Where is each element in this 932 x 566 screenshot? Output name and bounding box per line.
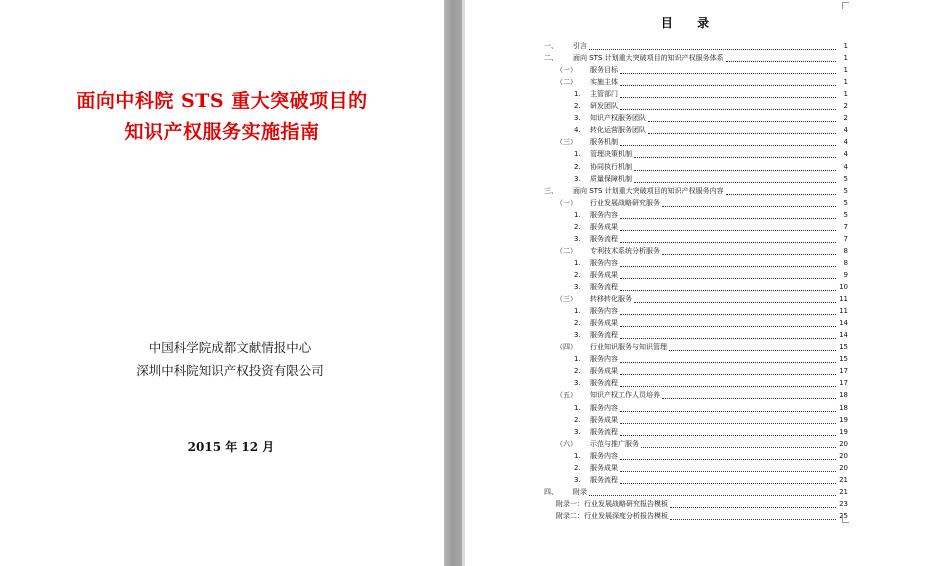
toc-entry-page: 18 <box>839 391 848 400</box>
toc-entry-text: 服务内容 <box>590 210 618 219</box>
toc-entry-text: 面向 STS 计划重大突破项目的知识产权服务内容 <box>573 186 724 195</box>
toc-entry[interactable] <box>465 329 848 341</box>
toc-entry-number: 3. <box>574 475 581 484</box>
toc-entry-leader <box>641 447 836 448</box>
toc-entry-text: 引言 <box>573 42 587 50</box>
toc-entry[interactable] <box>465 353 848 365</box>
toc-entry-page: 1 <box>843 54 848 63</box>
toc-entry-text: 服务内容 <box>590 258 618 267</box>
toc-entry-leader <box>620 230 836 231</box>
toc-entry-number: 2. <box>574 367 581 376</box>
toc-entry[interactable] <box>465 88 848 100</box>
toc-entry-leader <box>634 170 836 171</box>
toc-entry[interactable] <box>465 124 848 136</box>
toc-entry[interactable] <box>465 389 848 401</box>
toc-entry-number: 4. <box>574 126 581 135</box>
toc-entry-page: 2 <box>843 114 848 123</box>
toc-entry[interactable] <box>465 365 848 377</box>
toc-entry-number: 四、 <box>544 487 558 496</box>
toc-entry[interactable] <box>465 209 848 221</box>
toc-entry-leader <box>620 145 836 146</box>
toc-entry-leader <box>620 109 836 110</box>
toc-entry-leader <box>648 133 836 134</box>
toc-entry-number: 2. <box>574 270 581 279</box>
toc-entry[interactable] <box>465 100 848 112</box>
toc-entry-text: 服务成果 <box>590 367 618 376</box>
toc-entry-leader <box>620 411 836 412</box>
toc-entry[interactable] <box>465 233 848 245</box>
toc-entry-leader <box>620 435 836 436</box>
toc-entry[interactable] <box>465 148 848 160</box>
toc-entry-text: 附录一：行业发展战略研究报告模板 <box>556 499 668 508</box>
toc-entry-number: 3. <box>574 234 581 243</box>
toc-entry-number: 1. <box>574 90 581 99</box>
toc-entry-page: 9 <box>843 270 848 279</box>
toc-entry-leader <box>589 49 836 50</box>
toc-entry-number: 一、 <box>544 42 558 50</box>
toc-entry-number: 2. <box>574 162 581 171</box>
toc-entry-number: 2. <box>574 463 581 472</box>
toc-entry-text: 服务目标 <box>590 66 618 75</box>
toc-entry[interactable] <box>465 317 848 329</box>
toc-entry-leader <box>620 362 836 363</box>
toc-entry-number: 1. <box>574 307 581 316</box>
toc-entry-page: 25 <box>839 511 848 520</box>
toc-entry-page: 1 <box>843 66 848 75</box>
toc-entry-text: 面向 STS 计划重大突破项目的知识产权服务体系 <box>573 54 724 63</box>
toc-entry-text: 专利技术系统分析服务 <box>590 246 660 255</box>
toc-entry-page: 15 <box>839 355 848 364</box>
toc-entry[interactable] <box>465 341 848 353</box>
toc-entry-number: （五） <box>556 391 577 400</box>
toc-entry[interactable] <box>465 305 848 317</box>
toc-entry-page: 4 <box>843 162 848 171</box>
toc-entry-leader <box>670 519 836 520</box>
toc-entry-page: 5 <box>843 210 848 219</box>
toc-entry-page: 5 <box>843 186 848 195</box>
toc-entry-leader <box>620 338 836 339</box>
toc-entry-number: （三） <box>556 295 577 304</box>
toc-entry-number: 1. <box>574 451 581 460</box>
toc-entry[interactable] <box>465 76 848 88</box>
toc-entry-leader <box>620 266 836 267</box>
toc-entry-text: 服务成果 <box>590 463 618 472</box>
toc-entry-text: 附录二：行业发展深度分析报告模板 <box>556 511 668 520</box>
cover-title-line2: 知识产权服务实施指南 <box>124 121 320 143</box>
toc-entry-text: 服务内容 <box>590 451 618 460</box>
toc-entry-number: 1. <box>574 403 581 412</box>
toc-entry-number: （二） <box>556 246 577 255</box>
toc-entry[interactable] <box>465 136 848 148</box>
toc-entry-text: 转移转化服务 <box>590 295 632 304</box>
toc-entry-text: 服务成果 <box>590 319 618 328</box>
toc-entry-page: 4 <box>843 150 848 159</box>
toc-entry-number: 3. <box>574 114 581 123</box>
toc-entry-page: 15 <box>839 343 848 352</box>
toc-entry-text: 实施主体 <box>590 78 618 87</box>
toc-entry-text: 服务内容 <box>590 403 618 412</box>
toc-entry[interactable] <box>465 221 848 233</box>
toc-entry-leader <box>662 254 836 255</box>
toc-entry[interactable] <box>465 173 848 185</box>
toc-entry-page: 21 <box>839 475 848 484</box>
toc-entry-leader <box>620 242 836 243</box>
toc-entry-leader <box>726 61 836 62</box>
toc-entry[interactable] <box>465 64 848 76</box>
toc-entry-text: 服务机制 <box>590 138 618 147</box>
toc-entry-leader <box>589 495 836 496</box>
toc-entry-text: 服务成果 <box>590 222 618 231</box>
toc-entry-text: 研发团队 <box>590 102 618 111</box>
toc-entry[interactable] <box>465 281 848 293</box>
toc-entry-text: 转化运营服务团队 <box>590 126 646 135</box>
toc-entry[interactable] <box>465 510 848 522</box>
toc-entry-page: 1 <box>843 78 848 87</box>
toc-entry[interactable] <box>465 40 848 52</box>
toc-entry-page: 21 <box>839 487 848 496</box>
toc-entry-text: 服务内容 <box>590 307 618 316</box>
toc-entry-leader <box>620 423 836 424</box>
toc-entry-leader <box>620 278 836 279</box>
toc-entry[interactable] <box>465 377 848 389</box>
toc-entry-number: 1. <box>574 210 581 219</box>
toc-entry-leader <box>620 218 836 219</box>
toc-entry-text: 主管部门 <box>590 90 618 99</box>
toc-entry-text: 行业知识服务与知识管理 <box>590 343 667 352</box>
toc-page <box>465 0 932 566</box>
toc-entry[interactable] <box>465 462 848 474</box>
toc-entry-leader <box>620 326 836 327</box>
toc-entry-number: （一） <box>556 66 577 75</box>
toc-entry-text: 附录 <box>573 487 587 496</box>
toc-entry-page: 7 <box>843 234 848 243</box>
toc-entry[interactable] <box>465 161 848 173</box>
toc-entry[interactable] <box>465 438 848 450</box>
toc-entry-page: 8 <box>843 246 848 255</box>
toc-entry-number: 三、 <box>544 186 558 195</box>
toc-entry-leader <box>620 314 836 315</box>
toc-entry-leader <box>634 302 836 303</box>
toc-entry-page: 1 <box>843 90 848 99</box>
toc-entry-leader <box>634 182 836 183</box>
toc-entry-text: 知识产权服务团队 <box>590 114 646 123</box>
toc-entry[interactable] <box>465 112 848 124</box>
toc-entry-number: 2. <box>574 102 581 111</box>
toc-entry-page: 20 <box>839 451 848 460</box>
toc-entry-leader <box>670 507 836 508</box>
toc-entry-page: 20 <box>839 439 848 448</box>
toc-entry[interactable] <box>465 414 848 426</box>
toc-entry[interactable] <box>465 426 848 438</box>
toc-entry-text: 管理决策机制 <box>590 150 632 159</box>
toc-entry-number: （一） <box>556 198 577 207</box>
toc-entry[interactable] <box>465 257 848 269</box>
toc-entry-page: 5 <box>843 198 848 207</box>
toc-entry-leader <box>620 374 836 375</box>
toc-entry-number: 3. <box>574 174 581 183</box>
toc-entry-page: 19 <box>839 415 848 424</box>
toc-entry-page: 10 <box>839 283 848 291</box>
toc-entry-page: 14 <box>839 331 848 340</box>
toc-entry[interactable] <box>465 52 848 64</box>
toc-entry-leader <box>662 398 836 399</box>
toc-entry-number: 二、 <box>544 54 558 63</box>
toc-entry-text: 知识产权工作人员培养 <box>590 391 660 400</box>
toc-entry-leader <box>620 290 836 291</box>
toc-entry-number: 2. <box>574 415 581 424</box>
toc-entry-number: 3. <box>574 379 581 388</box>
toc-entry-page: 2 <box>843 102 848 111</box>
toc-entry-page: 20 <box>839 463 848 472</box>
cover-date: 2015 年 12 月 <box>187 440 275 454</box>
toc-entry[interactable] <box>465 450 848 462</box>
toc-entry-number: 3. <box>574 427 581 436</box>
toc-entry-leader <box>620 483 836 484</box>
toc-entry-page: 5 <box>843 174 848 183</box>
cover-page <box>0 0 445 566</box>
toc-entry-page: 1 <box>843 42 848 50</box>
toc-entry-text: 协同执行机制 <box>590 162 632 171</box>
toc-entry-text: 服务流程 <box>590 283 618 291</box>
toc-entry-text: 服务流程 <box>590 234 618 243</box>
cover-title-line1: 面向中科院 STS 重大突破项目的 <box>76 90 368 112</box>
toc-entry-leader <box>620 471 836 472</box>
toc-entry-leader <box>620 85 836 86</box>
toc-entry-leader <box>662 206 836 207</box>
toc-entry-number: （三） <box>556 138 577 147</box>
toc-entry-page: 23 <box>839 499 848 508</box>
toc-entry-page: 17 <box>839 379 848 388</box>
toc-entry[interactable] <box>465 185 848 197</box>
toc-entry-text: 示范与推广服务 <box>590 439 639 448</box>
toc-entry-number: 3. <box>574 283 581 291</box>
toc-entry-number: 1. <box>574 258 581 267</box>
toc-entry[interactable] <box>465 402 848 414</box>
toc-entry-text: 行业发展战略研究服务 <box>590 198 660 207</box>
toc-entry-leader <box>648 121 836 122</box>
toc-entry-number: 2. <box>574 222 581 231</box>
toc-entry[interactable] <box>465 245 848 257</box>
toc-entry-page: 8 <box>843 258 848 267</box>
toc-entry-leader <box>620 97 836 98</box>
toc-entry-page: 19 <box>839 427 848 436</box>
page-corner-mark-bottom <box>842 514 849 523</box>
toc-entry-page: 18 <box>839 403 848 412</box>
toc-entry-page: 4 <box>843 126 848 135</box>
toc-entry-number: （四） <box>556 343 577 352</box>
toc-entry-page: 7 <box>843 222 848 231</box>
toc-entry-page: 17 <box>839 367 848 376</box>
toc-entry-page: 14 <box>839 319 848 328</box>
toc-title: 目 录 <box>660 16 720 30</box>
toc-entry-text: 服务流程 <box>590 331 618 340</box>
toc-entry[interactable] <box>465 197 848 209</box>
page-corner-mark-top <box>842 2 849 9</box>
toc-entry-text: 服务成果 <box>590 270 618 279</box>
toc-entry-text: 服务流程 <box>590 427 618 436</box>
toc-entry[interactable] <box>465 293 848 305</box>
toc-entry-leader <box>620 459 836 460</box>
toc-entry-number: 1. <box>574 150 581 159</box>
toc-entry[interactable] <box>465 269 848 281</box>
toc-entry-leader <box>620 73 836 74</box>
toc-entry[interactable] <box>465 498 848 510</box>
toc-entry-number: 1. <box>574 355 581 364</box>
toc-entry-number: 2. <box>574 319 581 328</box>
toc-entry-leader <box>620 386 836 387</box>
toc-entry-leader <box>669 350 836 351</box>
toc-entry-number: 3. <box>574 331 581 340</box>
toc-entry-text: 质量保障机制 <box>590 174 632 183</box>
page-gutter <box>444 0 462 566</box>
toc-entry-page: 11 <box>839 307 848 316</box>
toc-entry-page: 11 <box>839 295 848 304</box>
toc-entry-page: 4 <box>843 138 848 147</box>
cover-org-1: 中国科学院成都文献情报中心 <box>148 340 312 355</box>
toc-entry-number: （二） <box>556 78 577 87</box>
toc-entry-leader <box>726 194 836 195</box>
toc-entry-leader <box>634 157 836 158</box>
toc-entry-text: 服务流程 <box>590 475 618 484</box>
toc-entry[interactable] <box>465 474 848 486</box>
toc-entry[interactable] <box>465 486 848 498</box>
toc-entry-number: （六） <box>556 439 577 448</box>
toc-entry-text: 服务内容 <box>590 355 618 364</box>
toc-entry-text: 服务成果 <box>590 415 618 424</box>
cover-org-2: 深圳中科院知识产权投资有限公司 <box>136 363 324 378</box>
toc-entry-text: 服务流程 <box>590 379 618 388</box>
